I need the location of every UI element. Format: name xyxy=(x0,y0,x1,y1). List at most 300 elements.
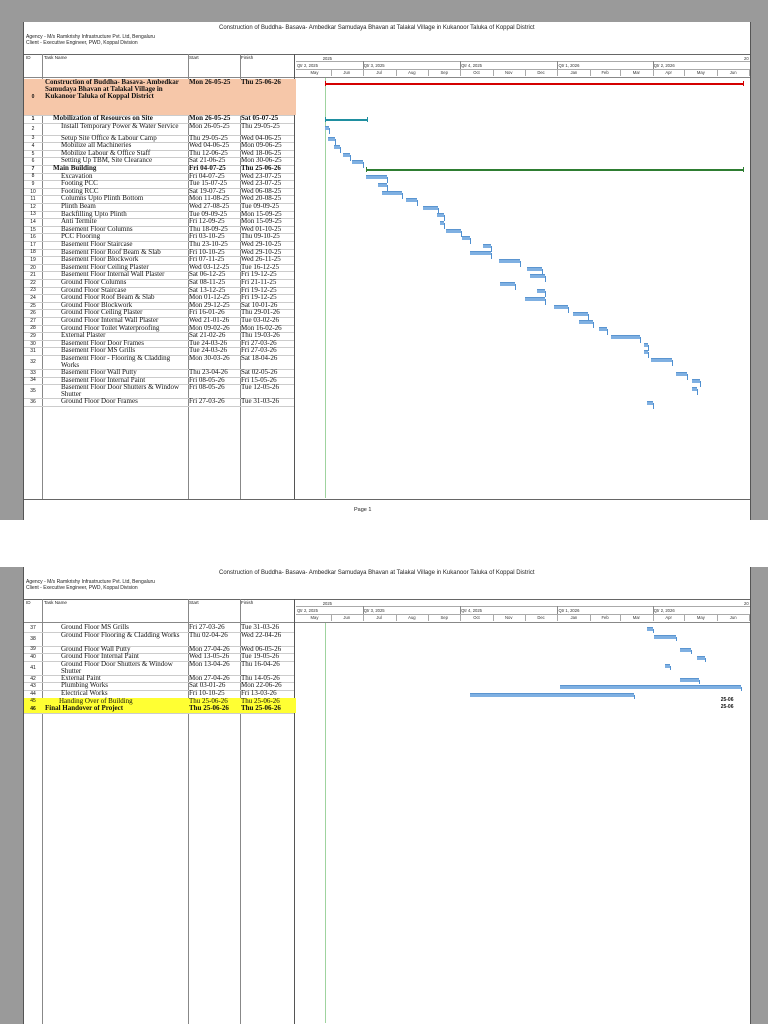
month-label: May xyxy=(696,615,705,620)
task-name: Basement Floor Internal Paint xyxy=(61,375,146,384)
dependency-link xyxy=(741,687,742,691)
month-divider xyxy=(557,614,558,621)
task-start: Fri 10-10-25 xyxy=(189,689,225,697)
dependency-link xyxy=(648,352,649,358)
timescale-divider xyxy=(296,606,750,607)
task-finish: Tue 16-12-25 xyxy=(241,262,280,271)
task-bar xyxy=(573,312,588,316)
task-start: Thu 02-04-26 xyxy=(189,630,228,639)
task-finish: Mon 30-06-25 xyxy=(241,156,282,165)
task-finish: Wed 23-07-25 xyxy=(241,171,282,180)
task-name: Construction of Buddha- Basava- Ambedkar Samudaya Bhavan at Talakal Village in Kukanoor Taluka of Koppal District xyxy=(45,78,179,100)
task-bar xyxy=(500,282,515,286)
task-bar xyxy=(352,160,363,164)
month-label: Aug xyxy=(408,615,416,620)
task-bar xyxy=(382,191,402,195)
task-start: Mon 29-12-25 xyxy=(189,300,230,309)
task-finish: Fri 21-11-25 xyxy=(241,278,277,286)
task-name: Mobilization of Resources on Site xyxy=(53,114,153,122)
dependency-link xyxy=(417,200,418,206)
task-name: Basement Floor Door Frames xyxy=(61,338,145,347)
month-label: Dec xyxy=(537,615,545,620)
task-start: Tue 24-03-26 xyxy=(189,338,228,347)
month-divider xyxy=(590,69,591,76)
quarter-divider xyxy=(363,606,364,614)
month-label: Feb xyxy=(601,615,609,620)
col-task-header: Task Name xyxy=(44,600,67,605)
task-start: Fri 07-11-25 xyxy=(189,255,225,264)
task-name: Ground Floor Toilet Waterproofing xyxy=(61,323,160,332)
task-bar xyxy=(437,213,444,217)
col-task-header: Task Name xyxy=(44,55,67,60)
task-id: 13 xyxy=(30,211,36,218)
task-name: Basement Floor Blockwork xyxy=(61,255,139,264)
task-finish: Tue 09-09-25 xyxy=(241,202,280,210)
month-label: May xyxy=(310,70,319,75)
task-bar xyxy=(654,635,676,639)
task-row xyxy=(24,661,296,675)
task-name: Excavation xyxy=(61,171,93,180)
task-name: Plumbing Works xyxy=(61,681,108,690)
dependency-link xyxy=(491,246,492,252)
task-finish: Sat 18-04-26 xyxy=(241,354,278,362)
task-id: 38 xyxy=(30,635,36,642)
month-divider xyxy=(428,69,429,76)
col-finish-header: Finish xyxy=(241,55,254,60)
month-divider xyxy=(363,69,364,76)
client-text: Client - Executive Engineer, PWD, Koppal Division xyxy=(26,40,138,46)
month-label: Apr xyxy=(665,615,672,620)
task-name: Main Building xyxy=(53,164,97,172)
month-divider xyxy=(460,69,461,76)
timescale-divider xyxy=(296,69,750,70)
quarter-divider xyxy=(460,606,461,614)
task-id: 27 xyxy=(30,317,36,324)
task-bar xyxy=(525,297,545,301)
quarter-label: Qtr 1, 2026 xyxy=(558,63,580,68)
task-id: 12 xyxy=(30,203,36,210)
task-id: 2 xyxy=(31,125,35,132)
task-id: 19 xyxy=(30,256,36,263)
year-label: 20 xyxy=(744,601,749,606)
task-name: Basement Floor Staircase xyxy=(61,240,133,248)
task-finish: Mon 15-09-25 xyxy=(241,209,282,218)
task-finish: Mon 22-06-26 xyxy=(241,681,282,690)
task-start: Mon 30-03-26 xyxy=(189,354,230,362)
summary-bar xyxy=(366,169,744,171)
task-finish: Thu 29-01-26 xyxy=(241,308,280,317)
month-divider xyxy=(396,614,397,621)
dependency-link xyxy=(387,177,388,183)
page-gap xyxy=(0,520,768,567)
client-text: Client - Executive Engineer, PWD, Koppal Division xyxy=(26,585,138,591)
task-finish: Thu 25-06-26 xyxy=(241,696,280,705)
quarter-label: Qtr 2, 2025 xyxy=(297,608,318,613)
task-start: Mon 26-05-25 xyxy=(189,114,231,122)
month-divider xyxy=(590,614,591,621)
task-bar xyxy=(470,693,634,697)
gantt-page-2 xyxy=(23,567,751,1024)
col-start-header: Start xyxy=(189,55,199,60)
task-start: Fri 10-10-25 xyxy=(189,247,225,256)
task-finish: Mon 15-09-25 xyxy=(241,217,282,226)
agency-text: Agency - M/s Ramkrishy Infrastructure Pvt. Ltd, Bengaluru xyxy=(26,34,155,40)
task-id: 37 xyxy=(30,624,36,631)
task-bar xyxy=(676,372,687,376)
task-id: 31 xyxy=(30,348,36,355)
task-finish: Fri 19-12-25 xyxy=(241,293,277,302)
quarter-divider xyxy=(557,606,558,614)
month-label: Jun xyxy=(729,615,737,620)
quarter-divider xyxy=(363,61,364,69)
task-finish: Tue 12-05-26 xyxy=(241,383,280,392)
task-bar xyxy=(343,153,350,157)
col-id-header: ID xyxy=(26,600,31,605)
agency-text: Agency - M/s Ramkrishy Infrastructure Pvt. Ltd, Bengaluru xyxy=(26,579,155,585)
task-id: 18 xyxy=(30,249,36,256)
task-bar xyxy=(483,244,490,248)
task-row xyxy=(24,705,296,713)
quarter-label: Qtr 2, 2026 xyxy=(653,608,675,613)
task-start: Fri 08-05-26 xyxy=(189,375,225,384)
month-divider xyxy=(396,69,397,76)
task-start: Thu 23-04-26 xyxy=(189,368,228,376)
month-divider xyxy=(428,614,429,621)
dependency-link xyxy=(444,223,445,229)
task-finish: Fri 27-03-26 xyxy=(241,338,277,347)
quarter-label: Qtr 4, 2025 xyxy=(461,63,483,68)
task-name: PCC Flooring xyxy=(61,232,101,241)
month-label: Jul xyxy=(376,70,382,75)
task-id: 3 xyxy=(31,135,35,142)
dependency-link xyxy=(545,276,546,282)
project-start-line xyxy=(325,623,326,1023)
task-id: 29 xyxy=(30,332,36,339)
dependency-link xyxy=(670,666,671,670)
quarter-divider xyxy=(557,61,558,69)
milestone-label: 25-06 xyxy=(720,704,734,711)
month-label: Feb xyxy=(601,70,609,75)
task-bar xyxy=(378,183,388,187)
task-bar xyxy=(579,320,594,324)
dependency-link xyxy=(593,322,594,328)
year-label: 2025 xyxy=(322,56,333,61)
task-bar xyxy=(406,198,417,202)
month-divider xyxy=(363,614,364,621)
task-name: Install Temporary Power & Water Service xyxy=(61,121,179,130)
task-start: Fri 04-07-25 xyxy=(189,171,225,180)
task-id: 30 xyxy=(30,340,36,347)
milestone-label: 25-06 xyxy=(720,696,734,703)
task-finish: Mon 16-02-26 xyxy=(241,323,282,332)
task-id: 16 xyxy=(30,234,36,241)
month-label: Jul xyxy=(376,615,382,620)
dependency-link xyxy=(691,650,692,654)
summary-cap xyxy=(325,117,326,122)
month-divider xyxy=(653,69,654,76)
task-id: 9 xyxy=(31,180,35,187)
task-bar xyxy=(470,251,491,255)
task-name: Footing PCC xyxy=(61,179,98,188)
task-row xyxy=(24,632,296,646)
task-row xyxy=(24,384,296,398)
task-start: Mon 27-04-26 xyxy=(189,644,230,653)
task-name: Footing RCC xyxy=(61,186,99,195)
task-start: Sat 06-12-25 xyxy=(189,270,226,279)
task-row xyxy=(24,355,296,369)
dependency-link xyxy=(491,253,492,259)
task-row xyxy=(24,398,296,406)
task-name: External Paint xyxy=(61,673,101,682)
task-bar xyxy=(446,229,461,233)
task-start: Wed 04-06-25 xyxy=(189,141,230,150)
task-finish: Thu 25-06-26 xyxy=(241,704,281,713)
task-id: 46 xyxy=(30,705,36,712)
month-divider xyxy=(717,69,718,76)
month-divider xyxy=(493,614,494,621)
task-id: 32 xyxy=(30,359,36,365)
task-start: Mon 13-04-26 xyxy=(189,659,230,668)
month-label: Sep xyxy=(440,615,448,620)
task-finish: Sat 05-07-25 xyxy=(241,114,279,122)
task-bar xyxy=(499,259,520,263)
task-bar xyxy=(423,206,438,210)
task-start: Tue 15-07-25 xyxy=(189,179,228,188)
dependency-link xyxy=(470,238,471,244)
task-bar xyxy=(680,648,691,652)
month-label: Jun xyxy=(729,70,737,75)
timescale-divider xyxy=(296,614,750,615)
task-id: 35 xyxy=(30,388,36,395)
task-name: Ground Floor Ceiling Plaster xyxy=(61,308,143,317)
task-id: 10 xyxy=(30,188,36,195)
task-finish: Sat 10-01-26 xyxy=(241,300,278,309)
task-id: 25 xyxy=(30,302,36,309)
dependency-link xyxy=(607,329,608,335)
dependency-link xyxy=(676,637,677,641)
task-name: Basement Floor Wall Putty xyxy=(61,368,137,376)
quarter-label: Qtr 2, 2026 xyxy=(653,63,675,68)
task-bar xyxy=(462,236,469,240)
year-label: 20 xyxy=(744,56,749,61)
task-start: Tue 09-09-25 xyxy=(189,209,228,218)
task-bar xyxy=(611,335,640,339)
month-label: Jun xyxy=(343,615,351,620)
task-finish: Fri 27-03-26 xyxy=(241,346,277,355)
task-name: Ground Floor Wall Putty xyxy=(61,644,131,653)
task-name: Anti Termite xyxy=(61,217,97,226)
month-label: Oct xyxy=(473,615,480,620)
quarter-label: Qtr 2, 2025 xyxy=(297,63,318,68)
task-start: Tue 24-03-26 xyxy=(189,346,228,355)
dependency-link xyxy=(402,193,403,199)
task-finish: Wed 26-11-25 xyxy=(241,255,281,264)
task-finish: Wed 01-10-25 xyxy=(241,224,282,233)
summary-bar xyxy=(325,119,368,121)
task-finish: Thu 16-04-26 xyxy=(241,659,280,668)
dependency-link xyxy=(672,360,673,366)
dependency-link xyxy=(653,629,654,633)
month-label: Nov xyxy=(505,70,513,75)
task-id: 14 xyxy=(30,218,36,225)
year-label: 2025 xyxy=(322,601,333,606)
task-id: 17 xyxy=(30,241,36,248)
month-label: May xyxy=(310,615,319,620)
dependency-link xyxy=(687,374,688,380)
task-id: 0 xyxy=(31,94,35,100)
task-start: Fri 16-01-26 xyxy=(189,308,225,317)
task-finish: Tue 03-02-26 xyxy=(241,316,280,324)
month-label: Mar xyxy=(632,615,640,620)
row-divider xyxy=(24,406,294,407)
task-name: Electrical Works xyxy=(61,689,108,697)
quarter-label: Qtr 3, 2025 xyxy=(363,608,385,613)
task-id: 4 xyxy=(31,142,35,149)
month-divider xyxy=(620,69,621,76)
timescale-divider xyxy=(296,61,750,62)
col-start-header: Start xyxy=(189,600,199,605)
dependency-link xyxy=(634,695,635,699)
month-divider xyxy=(460,614,461,621)
task-name: Basement Floor MS Grills xyxy=(61,346,136,355)
task-name: Mobilize all Machineries xyxy=(61,141,132,150)
task-finish: Wed 18-06-25 xyxy=(241,148,282,157)
task-id: 7 xyxy=(31,165,35,172)
month-divider xyxy=(749,614,750,621)
project-title: Construction of Buddha- Basava- Ambedkar Samudaya Bhavan at Talakal Village in Kukanoor Taluka of Koppal District xyxy=(219,570,535,576)
month-divider xyxy=(717,614,718,621)
summary-cap xyxy=(743,81,744,86)
task-bar xyxy=(537,289,544,293)
task-id: 8 xyxy=(31,173,35,180)
task-name: Ground Floor Flooring & Cladding Works xyxy=(61,630,180,639)
task-start: Sat 03-01-26 xyxy=(189,681,226,690)
task-finish: Wed 20-08-25 xyxy=(241,194,282,203)
task-name: Ground Floor Door Shutters & Window Shutter xyxy=(61,659,173,675)
task-bar xyxy=(328,137,335,141)
task-name: Ground Floor Door Frames xyxy=(61,397,138,406)
dependency-link xyxy=(520,261,521,267)
month-divider xyxy=(525,614,526,621)
task-row xyxy=(24,79,296,115)
task-finish: Fri 15-05-26 xyxy=(241,375,277,384)
col-finish-header: Finish xyxy=(241,600,254,605)
task-id: 34 xyxy=(30,377,36,384)
task-start: Sat 13-12-25 xyxy=(189,285,226,294)
dependency-link xyxy=(515,284,516,290)
task-start: Fri 03-10-25 xyxy=(189,232,225,241)
task-finish: Fri 13-03-26 xyxy=(241,689,277,697)
task-name: Basement Floor Columns xyxy=(61,224,133,233)
dependency-link xyxy=(699,680,700,684)
task-id: 44 xyxy=(30,690,36,697)
agency-client xyxy=(26,579,155,591)
task-name: Backfilling Upto Plinth xyxy=(61,209,127,218)
task-finish: Wed 29-10-25 xyxy=(241,240,282,248)
dependency-link xyxy=(653,403,654,409)
task-start: Thu 12-06-25 xyxy=(189,148,228,157)
task-id: 28 xyxy=(30,325,36,332)
quarter-divider xyxy=(653,61,654,69)
month-label: Jun xyxy=(343,70,351,75)
task-finish: Fri 19-12-25 xyxy=(241,270,277,279)
summary-bar xyxy=(325,83,744,85)
task-name: Basement Floor - Flooring & Cladding Works xyxy=(61,354,171,369)
dependency-link xyxy=(340,147,341,153)
quarter-divider xyxy=(653,606,654,614)
task-name: External Plaster xyxy=(61,331,106,340)
project-title: Construction of Buddha- Basava- Ambedkar Samudaya Bhavan at Talakal Village in Kukanoor Taluka of Koppal District xyxy=(219,25,535,31)
month-label: Nov xyxy=(505,615,513,620)
task-name: Final Handover of Project xyxy=(45,704,124,713)
dependency-link xyxy=(705,658,706,662)
task-start: Mon 11-08-25 xyxy=(189,194,230,203)
month-divider xyxy=(620,614,621,621)
quarter-label: Qtr 1, 2026 xyxy=(558,608,580,613)
task-start: Thu 25-06-26 xyxy=(189,704,229,713)
task-name: Basement Floor Roof Beam & Slab xyxy=(61,247,161,256)
dependency-link xyxy=(700,381,701,387)
task-id: 26 xyxy=(30,310,36,317)
task-name: Basement Floor Ceiling Plaster xyxy=(61,262,149,271)
task-bar xyxy=(554,305,568,309)
dependency-link xyxy=(363,162,364,168)
task-bar xyxy=(692,379,700,383)
task-id: 43 xyxy=(30,683,36,690)
task-start: Fri 27-03-26 xyxy=(189,397,225,406)
task-start: Fri 27-03-26 xyxy=(189,623,225,631)
task-id: 45 xyxy=(30,698,36,705)
task-finish: Wed 04-06-25 xyxy=(241,133,282,142)
task-name: Ground Floor Staircase xyxy=(61,285,127,294)
quarter-label: Qtr 3, 2025 xyxy=(363,63,385,68)
task-finish: Wed 06-05-26 xyxy=(241,644,282,653)
task-id: 39 xyxy=(30,646,36,653)
project-start-line xyxy=(325,78,326,498)
task-name: Ground Floor Internal Paint xyxy=(61,652,139,661)
dependency-link xyxy=(648,345,649,351)
task-bar xyxy=(599,327,607,331)
task-start: Mon 26-05-25 xyxy=(189,78,231,86)
task-finish: Mon 09-06-25 xyxy=(241,141,282,150)
task-start: Sat 21-02-26 xyxy=(189,331,226,340)
summary-cap xyxy=(743,167,744,172)
task-finish: Sat 02-05-26 xyxy=(241,368,278,376)
task-id: 21 xyxy=(30,272,36,279)
task-name: Basement Floor Internal Wall Plaster xyxy=(61,270,165,279)
task-start: Thu 23-10-25 xyxy=(189,240,228,248)
task-start: Wed 13-05-26 xyxy=(189,652,230,661)
task-name: Mobilize Labour & Office Staff xyxy=(61,148,151,157)
month-label: May xyxy=(696,70,705,75)
task-name: Handing Over of Building xyxy=(59,696,133,705)
task-bar xyxy=(651,358,672,362)
task-start: Mon 01-12-25 xyxy=(189,293,230,302)
dependency-link xyxy=(640,337,641,343)
task-finish: Wed 06-08-25 xyxy=(241,186,282,195)
task-id: 22 xyxy=(30,279,36,286)
task-id: 24 xyxy=(30,294,36,301)
month-label: Aug xyxy=(408,70,416,75)
task-start: Wed 03-12-25 xyxy=(189,262,230,271)
task-bar xyxy=(366,175,387,179)
dependency-link xyxy=(545,299,546,305)
task-finish: Thu 29-05-25 xyxy=(241,121,280,130)
month-divider xyxy=(525,69,526,76)
col-id-header: ID xyxy=(26,55,31,60)
month-divider xyxy=(493,69,494,76)
task-bar xyxy=(560,685,741,689)
